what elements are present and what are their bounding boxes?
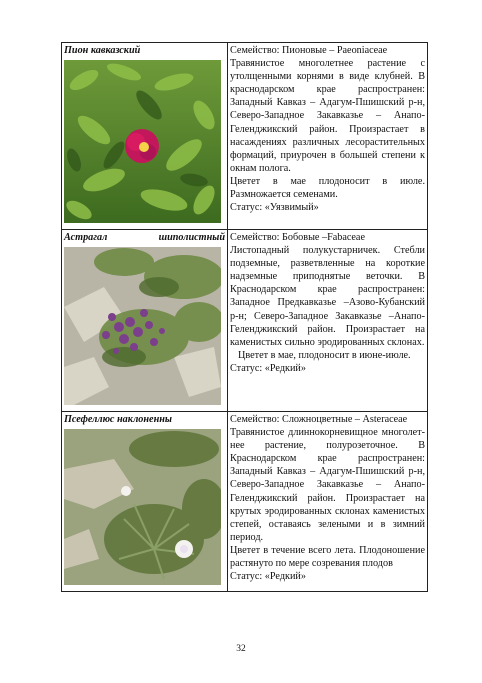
plant-cell-left bbox=[62, 43, 228, 230]
plant-cell-right bbox=[228, 412, 428, 592]
psephellus-photo bbox=[64, 429, 221, 585]
plant-description bbox=[228, 43, 427, 216]
plant-text: Травянистое многолетнее растение с утолщенными корнями в виде клубней. В краснодарском крае распространен: Западный Кавказ – Адагум-Пшишский р-н, Северо-Западное Закавказье – Анапо-Геленджикский район. Произрастает в насаждениях различных лесорастительных формаций, приурочен в большей степени к окнам полога. bbox=[230, 58, 425, 174]
plant-cell-left bbox=[62, 412, 228, 592]
plant-family: Семейство: Бобовые –Fabaceae bbox=[230, 232, 365, 243]
plant-table bbox=[61, 42, 428, 592]
plant-text: Травянистое длиннокорневищное многолет-нее растение, полурозеточное. В Краснодарском крае распространен: Западный Кавказ – Адагум-Пшишский р-н, Северо-Западное Закавказье – Анапо-Геленджикский район. Произрастает на крутых эродированных склонах каменистых степей, оставаясь зелеными и в зимний период. bbox=[230, 427, 425, 543]
plant-cell-right bbox=[228, 230, 428, 412]
plant-family: Семейство: Пионовые – Paeoniaceae bbox=[230, 45, 388, 56]
page-number: 32 bbox=[236, 644, 246, 654]
plant-status: Статус: «Редкий» bbox=[230, 571, 306, 583]
plant-status: Статус: «Редкий» bbox=[230, 362, 306, 374]
plant-status: Статус: «Уязвимый» bbox=[230, 202, 319, 214]
plant-description bbox=[228, 230, 427, 377]
plant-row bbox=[62, 43, 428, 230]
plant-description bbox=[228, 412, 427, 585]
plant-cell-left bbox=[62, 230, 228, 412]
astragalus-photo bbox=[64, 247, 221, 405]
plant-name: Пион кавказский bbox=[64, 45, 141, 56]
plant-name: Астрагал шиполистный bbox=[64, 232, 225, 243]
plant-row bbox=[62, 230, 428, 412]
plant-text: Листопадный полукустарничек. Стебли подземные, разветвленные на короткие надземные приподнятые веточки. В Краснодарском крае распространен: Западное Предкавказье –Азово-Кубанский р-н; Северо-Западное Закавказье –Анапо-Геленджикский район. Произрастает на каменистых сильно эродированных склонах. bbox=[230, 245, 425, 348]
plant-cell-right bbox=[228, 43, 428, 230]
plant-text: Цветет в течение всего лета. Плодоношение растянуто по мере созревания плодов bbox=[230, 544, 425, 570]
plant-text: Цветет в мае плодоносит в июле. Размножается семенами. bbox=[230, 175, 425, 201]
plant-name: Псефеллюс наклоненны bbox=[64, 414, 172, 425]
plant-row bbox=[62, 412, 428, 592]
peony-photo bbox=[64, 60, 221, 223]
plant-text: Цветет в мае, плодоносит в июне-июле. bbox=[238, 349, 411, 361]
plant-family: Семейство: Сложноцветные – Asteraceae bbox=[230, 414, 408, 425]
